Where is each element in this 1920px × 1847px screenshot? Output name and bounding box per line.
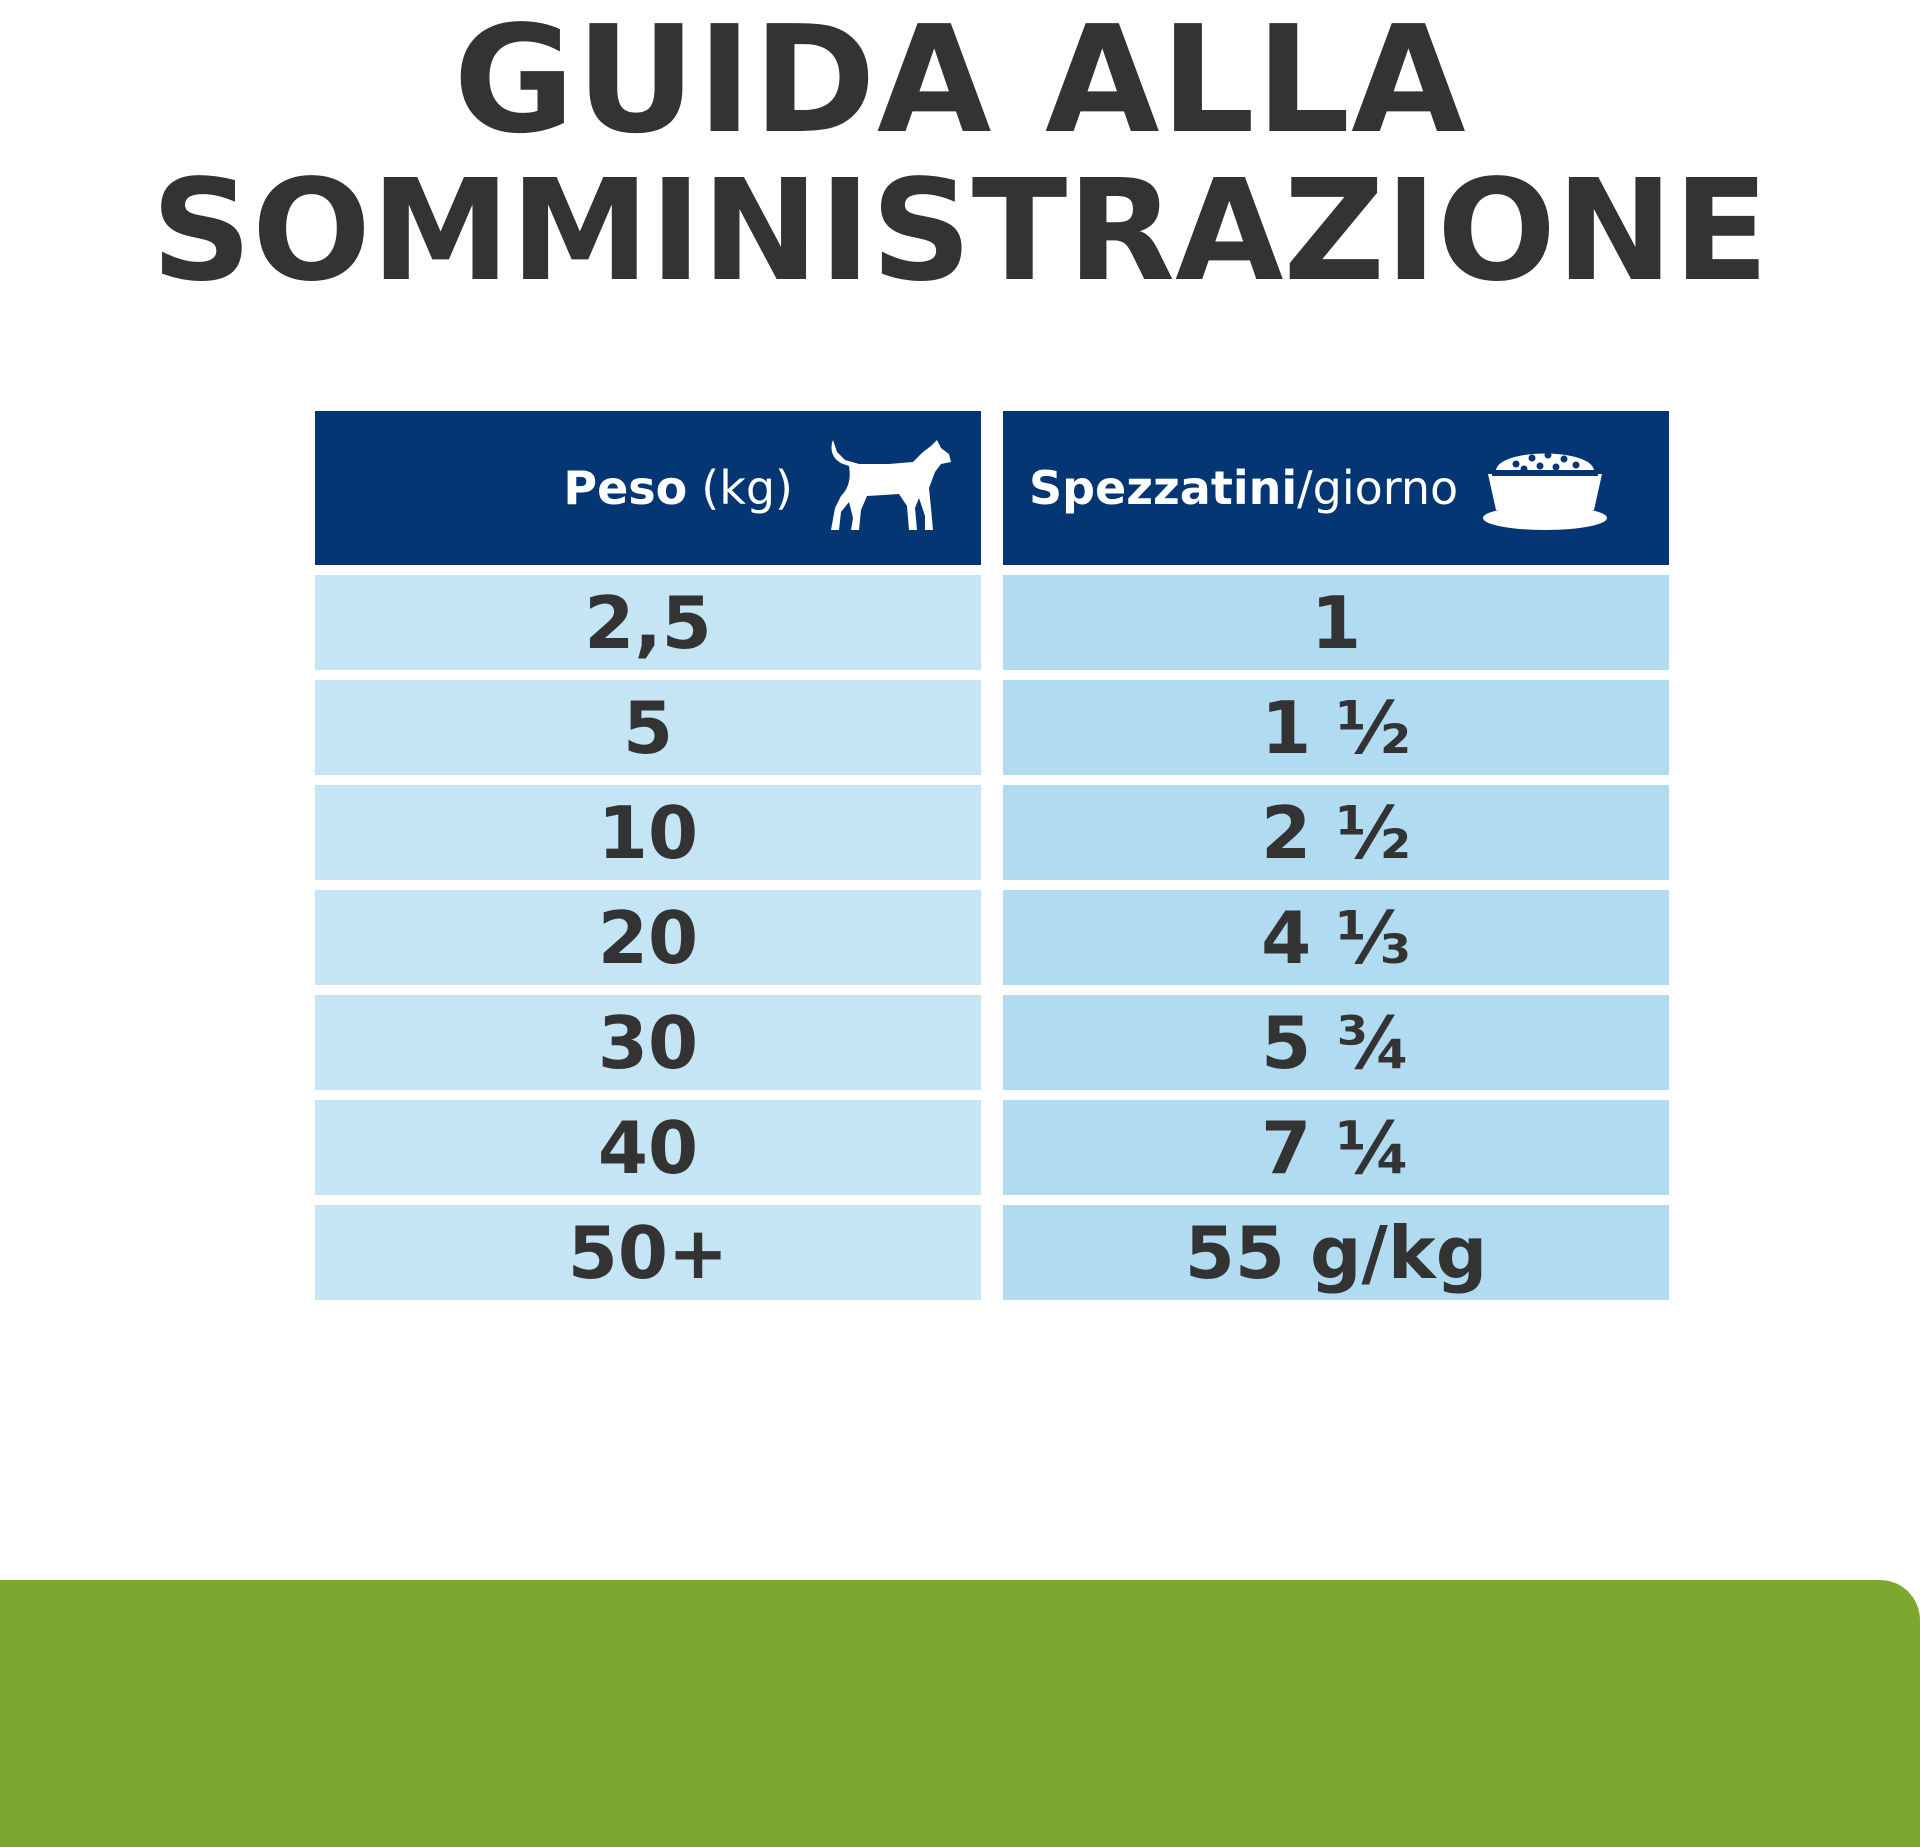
header-portion-label: Spezzatini: [1029, 461, 1298, 515]
table-row: [315, 995, 1669, 1090]
portion-cell: 2 ½: [1003, 785, 1669, 880]
weight-cell: 40: [315, 1100, 981, 1195]
portion-cell: 1 ½: [1003, 680, 1669, 775]
header-portion-unit: /giorno: [1297, 461, 1459, 515]
dog-icon: [827, 436, 951, 540]
page-title-line-1: GUIDA ALLA: [453, 0, 1467, 166]
table-row: [315, 575, 1669, 670]
table-row: [315, 785, 1669, 880]
header-weight: [315, 411, 981, 565]
table-row: [315, 680, 1669, 775]
weight-cell: 5: [315, 680, 981, 775]
portion-cell: 55 g/kg: [1003, 1205, 1669, 1300]
header-weight-unit: (kg): [701, 461, 793, 515]
weight-cell: 50+: [315, 1205, 981, 1300]
weight-cell: 20: [315, 890, 981, 985]
table-header-row: [315, 411, 1669, 565]
page-title-line-2: SOMMINISTRAZIONE: [151, 150, 1769, 313]
footer-green-bar: [0, 1580, 1920, 1847]
feeding-guide-table: [315, 411, 1669, 1300]
food-bowl-icon: [1482, 440, 1608, 536]
header-weight-label: Peso: [563, 461, 688, 515]
portion-cell: 5 ¾: [1003, 995, 1669, 1090]
table-row: [315, 1100, 1669, 1195]
portion-cell: 4 ⅓: [1003, 890, 1669, 985]
portion-cell: 1: [1003, 575, 1669, 670]
weight-cell: 10: [315, 785, 981, 880]
header-portion: [1003, 411, 1669, 565]
weight-cell: 2,5: [315, 575, 981, 670]
weight-cell: 30: [315, 995, 981, 1090]
table-row: [315, 890, 1669, 985]
portion-cell: 7 ¼: [1003, 1100, 1669, 1195]
table-row: [315, 1205, 1669, 1300]
